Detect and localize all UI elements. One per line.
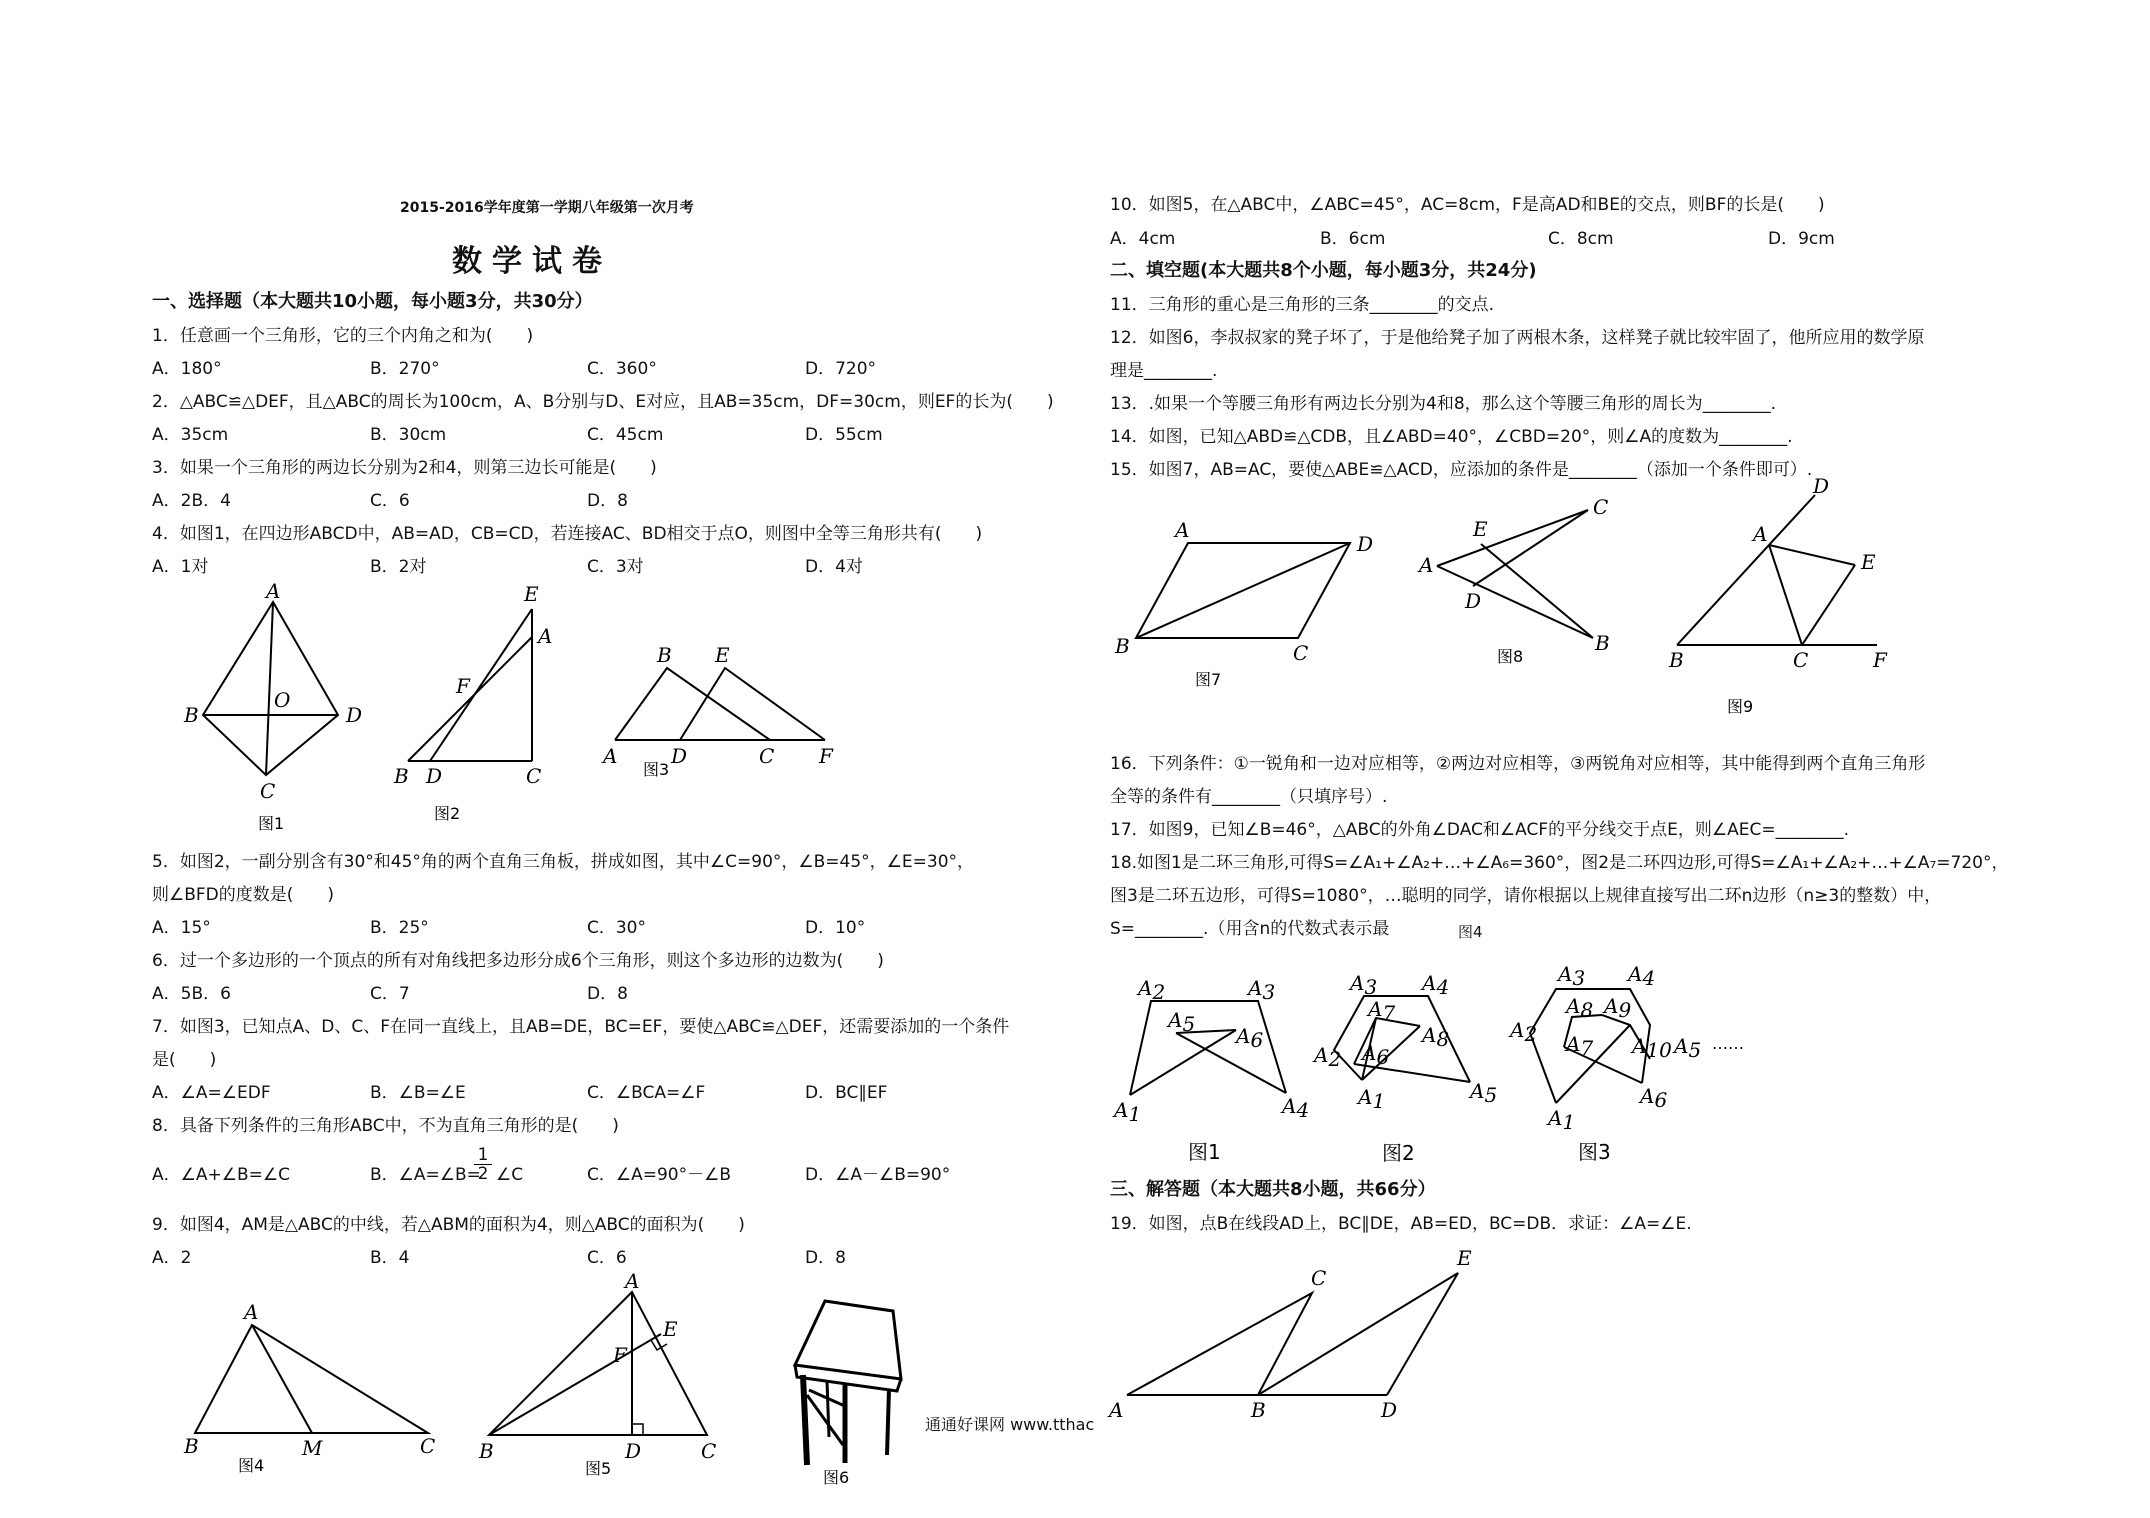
fig3-caption: 图3: [643, 760, 670, 779]
fig5-label-e: E: [663, 1317, 678, 1341]
fig9-bisector-ce: [1802, 565, 1855, 645]
q7-text-line2: 是( ): [152, 1050, 217, 1070]
fig4-label-b: B: [184, 1434, 199, 1458]
q9-text: 9．如图4，AM是△ABC的中线，若△ABM的面积为4，则△ABC的面积为( ): [152, 1215, 745, 1235]
q8-option-b-prefix: B．∠A=∠B=: [370, 1165, 481, 1185]
ring1-label-a5: A5: [1168, 1008, 1196, 1036]
q6-option-c: D．8: [587, 984, 628, 1004]
fig7-label-d: D: [1357, 532, 1374, 556]
ring3-label-a9: A9: [1604, 994, 1632, 1022]
figure-5-altitudes: [475, 1270, 735, 1485]
q5-option-c: C．30°: [587, 918, 647, 938]
fig9-caption: 图9: [1727, 697, 1754, 716]
fig4-label-m: M: [302, 1436, 323, 1460]
ring2-edge-a5-a6: [1354, 1064, 1470, 1082]
q2-option-d: D．55cm: [805, 425, 883, 445]
ring1-edge-a1-a6: [1130, 1030, 1236, 1095]
ring1-label-a6: A6: [1236, 1024, 1264, 1052]
fig6-stool-seat: [795, 1301, 901, 1379]
ring-figure-3-pentagon: [1500, 955, 1744, 1170]
q18-text-line2: 图3是二环五边形，可得S=1080°，…聪明的同学，请你根据以上规律直接写出二环n边形（n≥3的整数）中，: [1110, 886, 1942, 906]
q17-text: 17．如图9，已知∠B=46°，△ABC的外角∠DAC和∠ACF的平分线交于点E，则∠AEC=________.: [1110, 820, 1849, 840]
q12-text-line2: 理是________.: [1110, 361, 1218, 381]
q3-option-c: D．8: [587, 491, 628, 511]
fig3-label-a: A: [603, 744, 618, 768]
q1-option-c: C．360°: [587, 359, 657, 379]
ring3-label-a4: A4: [1628, 962, 1656, 990]
q6-text: 6．过一个多边形的一个顶点的所有对角线把多边形分成6个三角形，则这个多边形的边数为( ): [152, 951, 884, 971]
q18-text-line1: 18.如图1是二环三角形,可得S=∠A₁+∠A₂+…+∠A₆=360°，图2是二环四边形,可得S=∠A₁+∠A₂+…+∠A₇=720°，: [1110, 853, 2009, 873]
q6-option-b: C．7: [370, 984, 410, 1004]
q10-text: 10．如图5，在△ABC中，∠ABC=45°，AC=8cm，F是高AD和BE的交点，则BF的长是( ): [1110, 195, 1825, 215]
fig9-label-a: A: [1753, 522, 1768, 546]
fig3-triangle-def: [680, 668, 825, 740]
fig2-label-b: B: [394, 764, 409, 788]
q18-text-line3: S=________.（用含n的代数式表示最: [1110, 919, 1390, 939]
q8-fraction-denominator: 2: [477, 1164, 489, 1184]
ring3-caption: 图3: [1578, 1140, 1611, 1164]
q7-text-line1: 7．如图3，已知点A、D、C、F在同一直线上，且AB=DE，BC=EF，要使△ABC≌△DEF，还需要添加的一个条件: [152, 1017, 1010, 1037]
q8-option-b-suffix: ∠C: [496, 1165, 524, 1185]
fig9-label-f: F: [1873, 648, 1887, 672]
q7-option-d: D．BC∥EF: [805, 1083, 888, 1103]
ring-figure-2-quadrilateral: [1300, 960, 1500, 1170]
fig5-caption: 图5: [585, 1459, 612, 1478]
q19-label-a: A: [1109, 1398, 1124, 1422]
q10-option-c: C．8cm: [1548, 229, 1614, 249]
fig3-label-b: B: [657, 643, 672, 667]
q9-option-c: C．6: [587, 1248, 627, 1268]
fig8-line-eb: [1481, 544, 1593, 638]
section-choice-heading: 一、选择题（本大题共10小题，每小题3分，共30分）: [152, 291, 593, 312]
fig6-leg-front-left: [803, 1375, 807, 1465]
ring2-label-a2: A2: [1314, 1043, 1342, 1071]
ring3-label-a7: A7: [1566, 1032, 1594, 1060]
q4-option-b: B．2对: [370, 557, 427, 577]
watermark-text: 通通好课网 www.tthac: [925, 1415, 1095, 1434]
q19-text: 19．如图，点B在线段AD上，BC∥DE，AB=ED，BC=DB．求证：∠A=∠E.: [1110, 1214, 1692, 1234]
fig5-label-a: A: [625, 1269, 640, 1293]
fig7-label-a: A: [1175, 518, 1190, 542]
q4-option-d: D．4对: [805, 557, 863, 577]
ring2-label-a1: A1: [1358, 1085, 1386, 1113]
fig6-caption: 图6: [823, 1468, 850, 1487]
fig4-median-am: [252, 1325, 312, 1433]
fig5-triangle-abc: [489, 1292, 707, 1435]
fig1-diagonal-ac: [266, 602, 273, 775]
ring1-label-a4: A4: [1282, 1094, 1310, 1122]
fig2-label-d: D: [426, 764, 443, 788]
q5-option-d: D．10°: [805, 918, 866, 938]
ring2-label-a6: A6: [1362, 1041, 1390, 1069]
figure-8-crossed-triangles: [1415, 490, 1625, 680]
ring3-label-a10: A10: [1632, 1034, 1672, 1062]
ring1-label-a2: A2: [1138, 976, 1166, 1004]
q3-option-a: A．2B．4: [152, 491, 231, 511]
q15-text: 15．如图7，AB=AC，要使△ABE≌△ACD，应添加的条件是________（添加一个条件即可）.: [1110, 460, 1813, 480]
fig8-line-dc: [1473, 510, 1588, 586]
q19-label-e: E: [1457, 1246, 1472, 1270]
q7-option-a: A．∠A=∠EDF: [152, 1083, 271, 1103]
q5-option-b: B．25°: [370, 918, 429, 938]
fig2-hypotenuse-ba: [408, 637, 532, 761]
q5-option-a: A．15°: [152, 918, 211, 938]
fig1-label-o: O: [274, 688, 291, 712]
fig7-label-b: B: [1115, 634, 1130, 658]
q2-option-c: C．45cm: [587, 425, 664, 445]
exam-subtitle: 2015-2016学年度第一学期八年级第一次月考: [400, 200, 694, 216]
ring2-label-a7: A7: [1368, 997, 1396, 1025]
section-fill-heading: 二、填空题(本大题共8个小题，每小题3分，共24分): [1110, 260, 1537, 281]
q2-option-b: B．30cm: [370, 425, 447, 445]
ring2-outer-path: [1334, 996, 1470, 1082]
fig2-hypotenuse-de: [430, 609, 532, 761]
fig2-label-e: E: [524, 582, 539, 606]
fig1-label-a: A: [266, 579, 281, 603]
fig8-caption: 图8: [1497, 647, 1524, 666]
fig5-label-c: C: [701, 1439, 717, 1463]
q8-fraction-numerator: 1: [474, 1146, 492, 1165]
q8-option-a: A．∠A+∠B=∠C: [152, 1165, 291, 1185]
q2-text: 2．△ABC≌△DEF，且△ABC的周长为100cm，A、B分别与D、E对应，且AB=35cm，DF=30cm，则EF的长为( ): [152, 392, 1054, 412]
fig3-label-d: D: [671, 744, 688, 768]
q10-option-d: D．9cm: [1768, 229, 1835, 249]
fig8-label-a: A: [1419, 553, 1434, 577]
figure-9-exterior-bisectors: [1655, 475, 1905, 720]
fig4-label-a: A: [244, 1300, 259, 1324]
q5-text-line1: 5．如图2，一副分别含有30°和45°角的两个直角三角板，拼成如图，其中∠C=90°，∠B=45°，∠E=30°，: [152, 852, 975, 872]
figure-7-parallelogram: [1105, 505, 1395, 695]
q19-triangle-bed: [1258, 1273, 1458, 1395]
figure-2-set-squares: [390, 575, 570, 840]
ring3-label-a1: A1: [1548, 1106, 1576, 1134]
fig7-caption: 图7: [1195, 670, 1222, 689]
q16-text-line1: 16．下列条件：①一锐角和一边对应相等，②两边对应相等，③两锐角对应相等，其中能得到两个直角三角形: [1110, 754, 1926, 774]
q4-text: 4．如图1，在四边形ABCD中，AB=AD，CB=CD，若连接AC、BD相交于点O，则图中全等三角形共有( ): [152, 524, 983, 544]
ring2-label-a3: A3: [1350, 971, 1378, 999]
fig7-label-c: C: [1293, 641, 1309, 665]
fig5-label-b: B: [479, 1439, 494, 1463]
q8-text: 8．具备下列条件的三角形ABC中，不为直角三角形的是( ): [152, 1116, 619, 1136]
figure-1-kite: [170, 580, 390, 840]
fig5-label-f: F: [613, 1343, 627, 1367]
figure-4-median: [180, 1295, 450, 1480]
q9-option-d: D．8: [805, 1248, 846, 1268]
q8-option-d: D．∠A－∠B=90°: [805, 1165, 951, 1185]
q9-option-a: A．2: [152, 1248, 192, 1268]
ring3-label-a5: A5: [1674, 1034, 1702, 1062]
fig2-caption: 图2: [434, 804, 461, 823]
ring3-ellipsis: ……: [1712, 1034, 1744, 1053]
figure-6-stool: [785, 1295, 915, 1490]
figure-3-triangles: [595, 635, 845, 795]
ring2-caption: 图2: [1382, 1141, 1415, 1165]
fig9-label-e: E: [1861, 550, 1876, 574]
fig6-leg-back-left: [827, 1381, 829, 1437]
ring3-label-a6: A6: [1640, 1084, 1668, 1112]
q1-option-b: B．270°: [370, 359, 440, 379]
fig1-label-d: D: [346, 703, 363, 727]
ring3-label-a8: A8: [1566, 994, 1594, 1022]
q19-figure: [1105, 1245, 1485, 1430]
q3-text: 3．如果一个三角形的两边长分别为2和4，则第三边长可能是( ): [152, 458, 657, 478]
fig2-label-f: F: [456, 674, 470, 698]
q1-option-d: D．720°: [805, 359, 877, 379]
q19-label-b: B: [1251, 1398, 1266, 1422]
ring2-label-a4: A4: [1422, 971, 1450, 999]
fig5-right-angle-d: [632, 1424, 643, 1435]
fig9-label-d: D: [1813, 474, 1830, 498]
q19-label-d: D: [1381, 1398, 1398, 1422]
fig7-diagonal-bd: [1136, 543, 1350, 638]
q7-option-b: B．∠B=∠E: [370, 1083, 466, 1103]
q13-text: 13．.如果一个等腰三角形有两边长分别为4和8，那么这个等腰三角形的周长为________.: [1110, 394, 1777, 414]
fig8-line-ac: [1437, 510, 1588, 566]
fig3-triangle-abc: [615, 668, 770, 740]
q16-text-line2: 全等的条件有________（只填序号）.: [1110, 787, 1388, 807]
fig8-label-e: E: [1473, 517, 1488, 541]
q4-option-c: C．3对: [587, 557, 644, 577]
q1-text: 1．任意画一个三角形，它的三个内角之和为( ): [152, 326, 534, 346]
q11-text: 11．三角形的重心是三角形的三条________的交点.: [1110, 295, 1495, 315]
fig9-label-b: B: [1669, 648, 1684, 672]
fig9-label-c: C: [1793, 648, 1809, 672]
fig1-label-c: C: [260, 779, 276, 803]
ring3-label-a2: A2: [1510, 1018, 1538, 1046]
section-answer-heading: 三、解答题（本大题共8小题，共66分）: [1110, 1179, 1436, 1200]
fig3-label-f: F: [819, 744, 833, 768]
q19-label-c: C: [1311, 1266, 1327, 1290]
q5-text-line2: 则∠BFD的度数是( ): [152, 885, 335, 905]
q9-option-b: B．4: [370, 1248, 410, 1268]
fig8-label-b: B: [1595, 631, 1610, 655]
q8-option-c: C．∠A=90°－∠B: [587, 1165, 732, 1185]
fig9-bisector-ae: [1769, 545, 1855, 565]
q6-option-a: A．5B．6: [152, 984, 231, 1004]
ring2-label-a5: A5: [1470, 1079, 1498, 1107]
fig6-leg-back-right: [887, 1389, 889, 1455]
q18-figure4-caption: 图4: [1458, 923, 1483, 941]
q1-option-a: A．180°: [152, 359, 222, 379]
fig3-label-c: C: [759, 744, 775, 768]
fig8-label-d: D: [1465, 589, 1482, 613]
q14-text: 14．如图，已知△ABD≌△CDB，且∠ABD=40°，∠CBD=20°，则∠A的度数为________.: [1110, 427, 1793, 447]
fig3-label-e: E: [715, 643, 730, 667]
fig4-caption: 图4: [238, 1456, 265, 1475]
q10-option-b: B．6cm: [1320, 229, 1386, 249]
ring1-label-a3: A3: [1248, 976, 1276, 1004]
q3-option-b: C．6: [370, 491, 410, 511]
exam-title: 数学试卷: [452, 244, 612, 279]
fig1-caption: 图1: [258, 814, 285, 833]
q12-text-line1: 12．如图6，李叔叔家的凳子坏了，于是他给凳子加了两根木条，这样凳子就比较牢固了，他所应用的数学原: [1110, 328, 1925, 348]
q8-option-b-fraction: [474, 1146, 492, 1183]
ring3-label-a3: A3: [1558, 962, 1586, 990]
fig5-label-d: D: [625, 1439, 642, 1463]
fig2-label-a: A: [538, 624, 553, 648]
fig1-label-b: B: [184, 703, 199, 727]
ring1-caption: 图1: [1188, 1140, 1221, 1164]
fig8-line-ab: [1437, 566, 1593, 638]
fig4-triangle-abc: [195, 1325, 428, 1433]
q10-option-a: A．4cm: [1110, 229, 1176, 249]
fig4-label-c: C: [420, 1434, 436, 1458]
q2-option-a: A．35cm: [152, 425, 229, 445]
ring-figure-1-triangle: [1110, 975, 1310, 1170]
fig8-label-c: C: [1593, 495, 1609, 519]
fig9-side-ac: [1769, 545, 1802, 645]
fig2-label-c: C: [526, 764, 542, 788]
q7-option-c: C．∠BCA=∠F: [587, 1083, 706, 1103]
ring1-label-a1: A1: [1114, 1098, 1142, 1126]
ring2-label-a8: A8: [1422, 1023, 1450, 1051]
q4-option-a: A．1对: [152, 557, 209, 577]
